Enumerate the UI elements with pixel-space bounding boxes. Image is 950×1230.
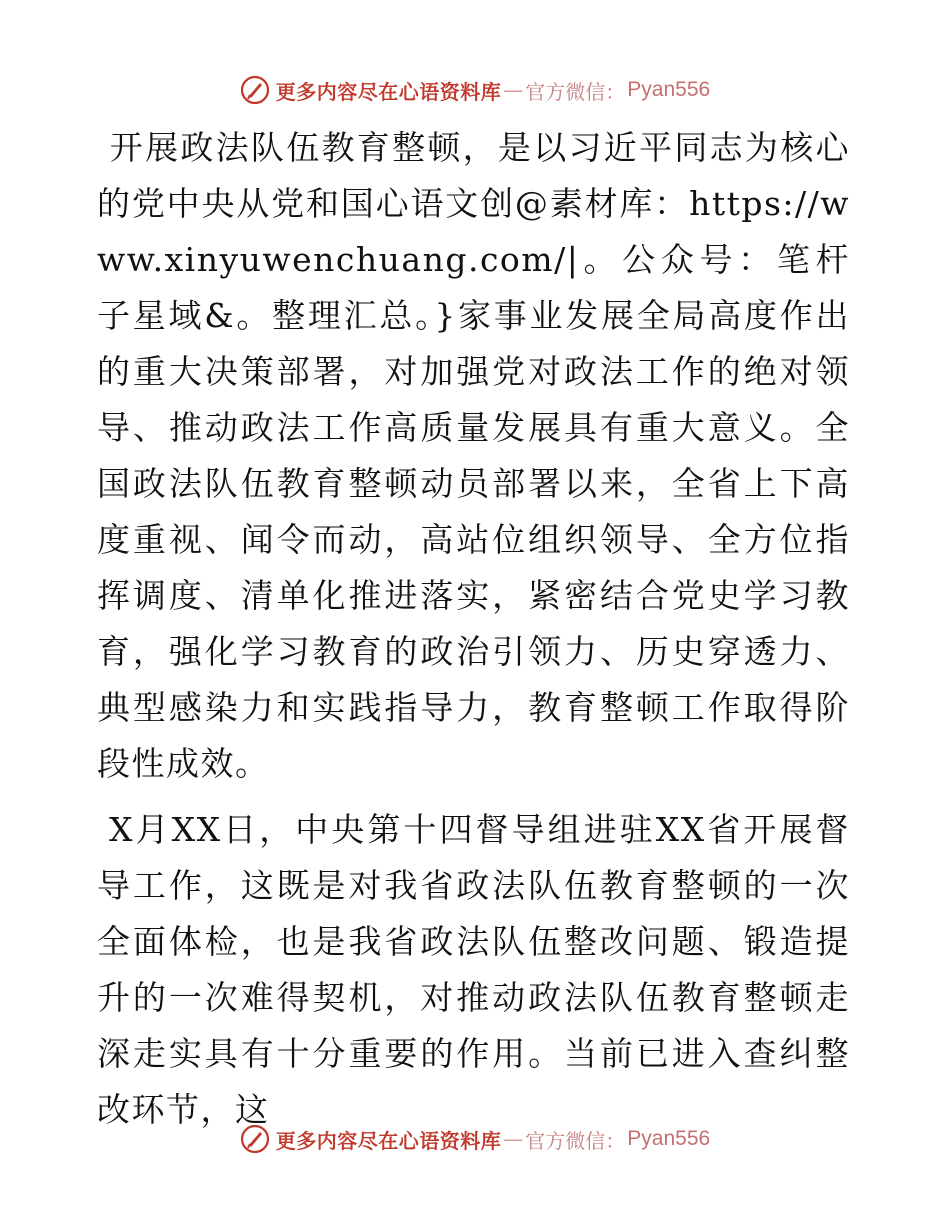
paragraph-1-text: 开展政法队伍教育整顿，是以习近平同志为核心的党中央从党和国心语文创@素材库：https://www.xinyuwenchuang.com/|。公众号：笔杆子星域&。整理汇总。}家事业发展全局高度作出的重大决策部署，对加强党对政法工作的绝对领导、推动政法工作高质量发展具有重大意义。全国政法队伍教育整顿动员部署以来，全省上下高度重视、闻令而动，高站位组织领导、全方位指挥调度、清单化推进落实，紧密结合党史学习教育，强化学习教育的政治引领力、历史穿透力、典型感染力和实践指导力，教育整顿工作取得阶段性成效。: [97, 128, 850, 783]
wechat-id: Pyan556: [627, 78, 711, 101]
footer-banner: [0, 1119, 950, 1159]
document-body: [97, 120, 850, 1148]
banner-label: 官方微信：: [525, 79, 626, 104]
paragraph-1: [97, 120, 850, 792]
footer-banner-title: 更多内容尽在心语资料库: [275, 1128, 502, 1153]
header-banner: [0, 70, 950, 110]
footer-wechat-id: Pyan556: [627, 1127, 711, 1150]
footer-banner-separator: —: [503, 1127, 524, 1151]
quill-logo-icon: [240, 75, 270, 105]
banner-title: 更多内容尽在心语资料库: [275, 79, 502, 104]
paragraph-2: [97, 802, 850, 1138]
banner-separator: —: [503, 78, 524, 102]
paragraph-2-text: X月XX日，中央第十四督导组进驻XX省开展督导工作，这既是对我省政法队伍教育整顿的一次全面体检，也是我省政法队伍整改问题、锻造提升的一次难得契机，对推动政法队伍教育整顿走深走实具有十分重要的作用。当前已进入查纠整改环节，这: [97, 810, 850, 1129]
footer-banner-label: 官方微信：: [525, 1128, 626, 1153]
quill-logo-icon: [240, 1124, 270, 1154]
